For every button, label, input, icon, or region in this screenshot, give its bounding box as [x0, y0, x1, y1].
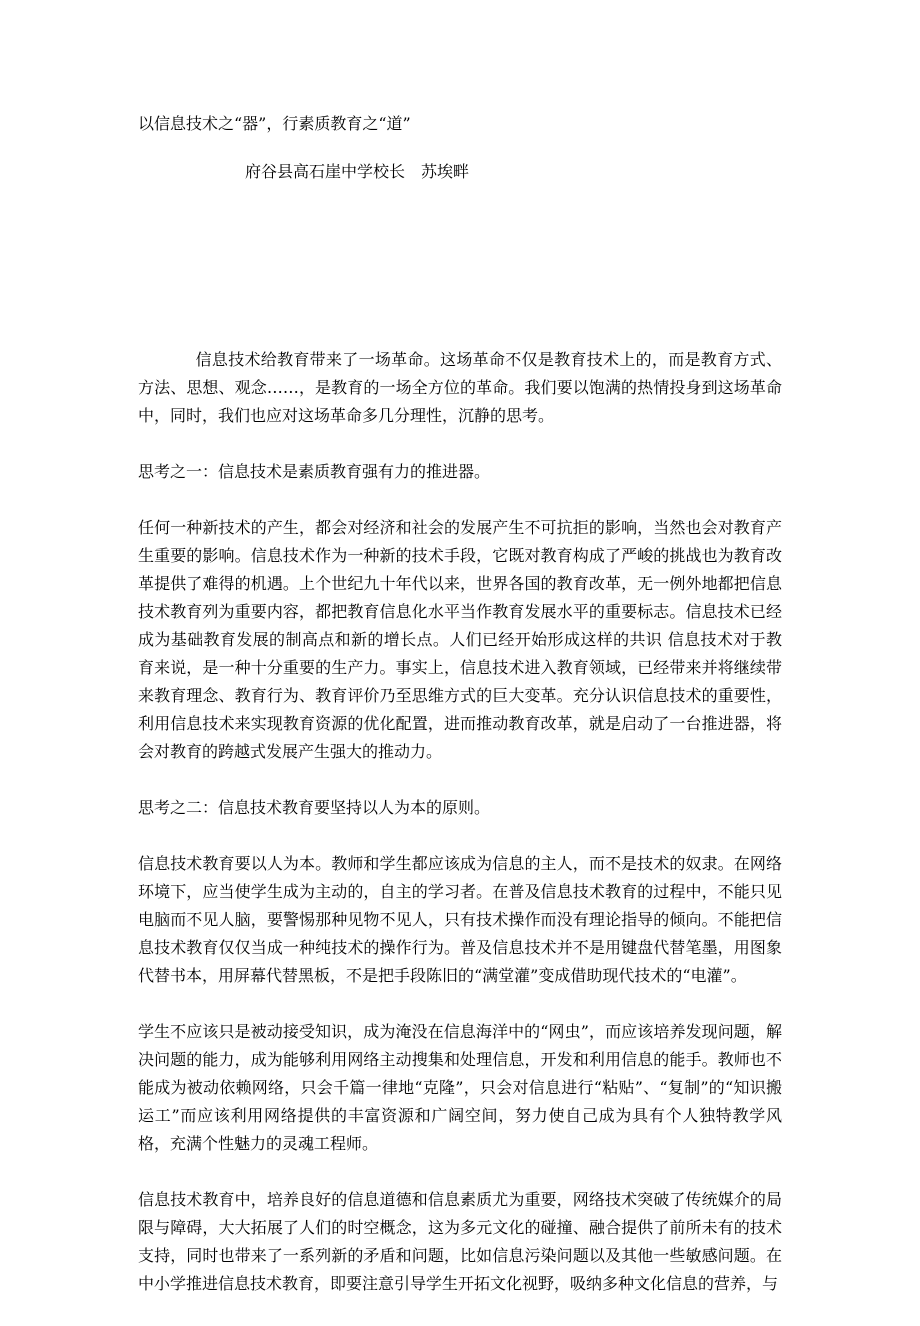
- author-byline: 府谷县高石崖中学校长 苏埃畔: [245, 162, 470, 181]
- paragraph: 信息技术教育中，培养良好的信息道德和信息素质尤为重要，网络技术突破了传统媒介的局限与障碍，大大拓展了人们的时空概念，这为多元文化的碰撞、融合提供了前所未有的技术支持，同时也带来了一系列新的矛盾和问题，比如信息污染问题以及其他一些敏感问题。在中小学推进信息技术教育，即要注意引导学生开拓文化视野，吸纳多种文化信息的营养，与: [138, 1190, 782, 1293]
- document-body: [138, 346, 782, 1326]
- paragraph: 信息技术教育要以人为本。教师和学生都应该成为信息的主人，而不是技术的奴隶。在网络环境下，应当使学生成为主动的，自主的学习者。在普及信息技术教育的过程中，不能只见电脑而不见人脑，要警惕那种见物不见人，只有技术操作而没有理论指导的倾向。不能把信息技术教育仅仅当成一种纯技术的操作行为。普及信息技术并不是用键盘代替笔墨，用图象代替书本，用屏幕代替黑板，不是把手段陈旧的“满堂灌”变成借助现代技术的“电灌”。: [138, 854, 782, 985]
- section-heading-1: 思考之一：信息技术是素质教育强有力的推进器。: [138, 462, 491, 481]
- paragraph: 学生不应该只是被动接受知识，成为淹没在信息海洋中的“网虫”，而应该培养发现问题，解决问题的能力，成为能够利用网络主动搜集和处理信息，开发和利用信息的能手。教师也不能成为被动依赖网络，只会千篇一律地“克隆”，只会对信息进行“粘贴”、“复制”的“知识搬运工”而应该利用网络提供的丰富资源和广阔空间，努力使自己成为具有个人独特教学风格，充满个性魅力的灵魂工程师。: [138, 1022, 782, 1153]
- paragraph: 任何一种新技术的产生，都会对经济和社会的发展产生不可抗拒的影响，当然也会对教育产生重要的影响。信息技术作为一种新的技术手段，它既对教育构成了严峻的挑战也为教育改革提供了难得的机遇。上个世纪九十年代以来，世界各国的教育改革，无一例外地都把信息技术教育列为重要内容，都把教育信息化水平当作教育发展水平的重要标志。信息技术已经成为基础教育发展的制高点和新的增长点。人们已经开始形成这样的共识 信息技术对于教育来说，是一种十分重要的生产力。事实上，信息技术进入教育领域，已经带来并将继续带来教育理念、教育行为、教育评价乃至思维方式的巨大变革。充分认识信息技术的重要性，利用信息技术来实现教育资源的优化配置，进而推动教育改革，就是启动了一台推进器，将会对教育的跨越式发展产生强大的推动力。: [138, 518, 782, 761]
- section-heading-2: 思考之二：信息技术教育要坚持以人为本的原则。: [138, 798, 491, 817]
- paragraph-intro: 信息技术给教育带来了一场革命。这场革命不仅是教育技术上的，而是教育方式、方法、思想、观念……，是教育的一场全方位的革命。我们要以饱满的热情投身到这场革命中，同时，我们也应对这场革命多几分理性，沉静的思考。: [138, 350, 782, 425]
- document-title: 以信息技术之“器”，行素质教育之“道”: [138, 114, 411, 133]
